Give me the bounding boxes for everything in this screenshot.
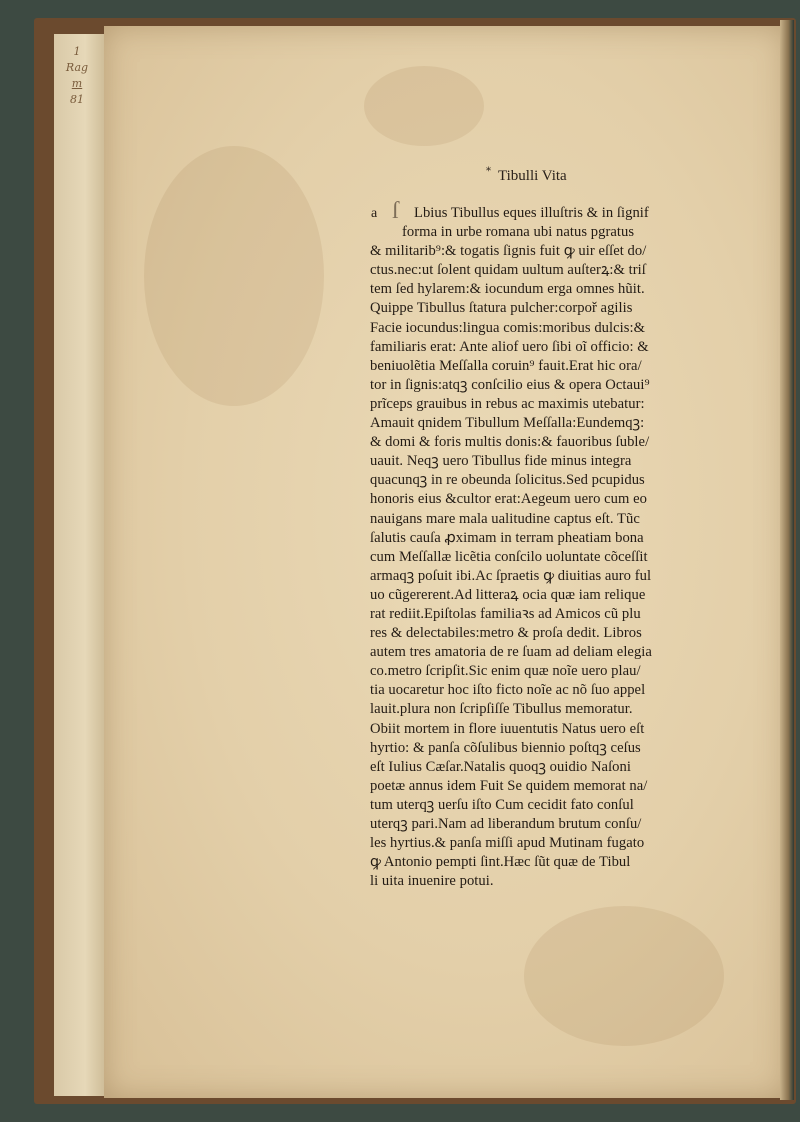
running-head-text: Tibulli Vita bbox=[498, 168, 567, 184]
paper-stain bbox=[144, 146, 324, 406]
text-line: uterqꝫ pari.Nam ad liberandum brutum conſu/ bbox=[370, 816, 642, 832]
text-line: Quippe Tibullus ſtatura pulcher:corpoř agilis bbox=[370, 300, 633, 317]
text-line: nauigans mare mala ualitudine captus eſt. Tũc bbox=[370, 510, 640, 527]
text-line: co.metro ſcripſit.Sic enim quæ noĩe uero plau/ bbox=[370, 663, 641, 680]
text-line: tum uterqꝫ uerſu iſto Cum cecidit fato conſul bbox=[370, 796, 634, 813]
text-line: prĩceps grauibus in rebus ac maximis utebatur: bbox=[370, 395, 645, 412]
text-line: li uita inuenire potui. bbox=[370, 873, 494, 890]
text-line: ſalutis cauſa ꝓximam in terram pheatiam bona bbox=[370, 529, 644, 546]
text-line: autem tres amatoria de re ſuam ad deliam elegia bbox=[370, 644, 652, 661]
text-line: quacunqꝫ in re obeunda ſolicitus.Sed pcupidus bbox=[370, 472, 645, 489]
paper-stain bbox=[524, 906, 724, 1046]
text-line: forma in urbe romana ubi natus pgratus bbox=[402, 224, 635, 241]
text-line: beniuolẽtia Meſſalla coruin⁹ fauit.Erat hic ora/ bbox=[370, 357, 642, 374]
text-line: ꝙ Antonio pempti ſint.Hæc ſũt quæ de Tibul bbox=[370, 854, 631, 871]
text-line: poetæ annus idem Fuit Se quidem memorat na/ bbox=[370, 777, 648, 794]
text-line: familiaris erat: Ante aliof uero ſibi oĩ officio: & bbox=[370, 338, 649, 355]
text-line: tem ſed hylarem:& iocundum erga omnes hũit. bbox=[370, 281, 645, 298]
text-line: eſt Iulius Cæſar.Natalis quoqꝫ ouidio Naſoni bbox=[370, 758, 631, 775]
text-line: & domi & foris multis donis:& fauoribus ſuble/ bbox=[370, 434, 650, 451]
vita-text-block bbox=[370, 204, 722, 891]
text-line: & militarib⁹:& togatis ſignis fuit ꝙ uir eſſet do/ bbox=[370, 243, 647, 260]
text-line: uauit. Neqꝫ uero Tibullus fide minus integra bbox=[370, 453, 632, 470]
text-line: Facie iocundus:lingua comis:moribus dulcis:& bbox=[370, 319, 645, 336]
text-line: tor in ſignis:atqꝫ conſcilio eius & opera Octaui⁹ bbox=[370, 376, 650, 393]
text-line: armaqꝫ poſuit ibi.Ac ſpraetis ꝙ diuitias auro ful bbox=[370, 567, 652, 584]
text-line: les hyrtius.& panſa miſſi apud Mutinam fugato bbox=[370, 835, 645, 852]
asterisk-mark: * bbox=[486, 166, 491, 177]
text-line: lauit.plura non ſcripſiſſe Tibullus memoratur. bbox=[370, 701, 633, 718]
running-head bbox=[484, 168, 567, 185]
flyleaf bbox=[54, 34, 107, 1096]
text-line: res & delectabiles:metro & proſa dedit. Libros bbox=[370, 625, 642, 642]
shelfmark-line: Rag bbox=[65, 61, 89, 74]
guide-letter: a bbox=[371, 206, 378, 221]
text-line: honoris eius &cultor erat:Aegeum uero cum eo bbox=[370, 491, 647, 508]
text-line: uo cũgererent.Ad litteraꝝ ocia quæ iam relique bbox=[370, 586, 646, 603]
text-line: hyrtio: & panſa cõſulibus biennio poſtqꝫ ceſus bbox=[370, 739, 641, 756]
shelfmark-line: 1 bbox=[73, 45, 81, 58]
paper-stain bbox=[364, 66, 484, 146]
initial-bracket: ſ bbox=[392, 198, 399, 224]
text-line: cum Meſſallæ licẽtia conſcilo uoluntate cõceſſit bbox=[370, 548, 648, 565]
page-edge bbox=[780, 20, 794, 1100]
text-line: tia uocaretur hoc iſto ficto noĩe ac nõ ſuo appel bbox=[370, 682, 646, 699]
text-line: Amauit qnidem Tibullum Meſſalla:Eundemqꝫ: bbox=[370, 415, 645, 432]
text-line: Lbius Tibullus eques illuſtris & in ſignif bbox=[414, 205, 649, 221]
shelfmark-line: 81 bbox=[70, 93, 84, 106]
shelfmark-line: m bbox=[71, 77, 83, 90]
shelfmark-annotation bbox=[62, 44, 92, 108]
text-line: ctus.nec:ut ſolent quidam uultum auſterꝝ:& triſ bbox=[370, 262, 646, 279]
text-line: Obiit mortem in flore iuuentutis Natus uero eſt bbox=[370, 720, 645, 737]
text-line: rat rediit.Epiſtolas familiaꝛs ad Amicos cũ plu bbox=[370, 605, 641, 622]
